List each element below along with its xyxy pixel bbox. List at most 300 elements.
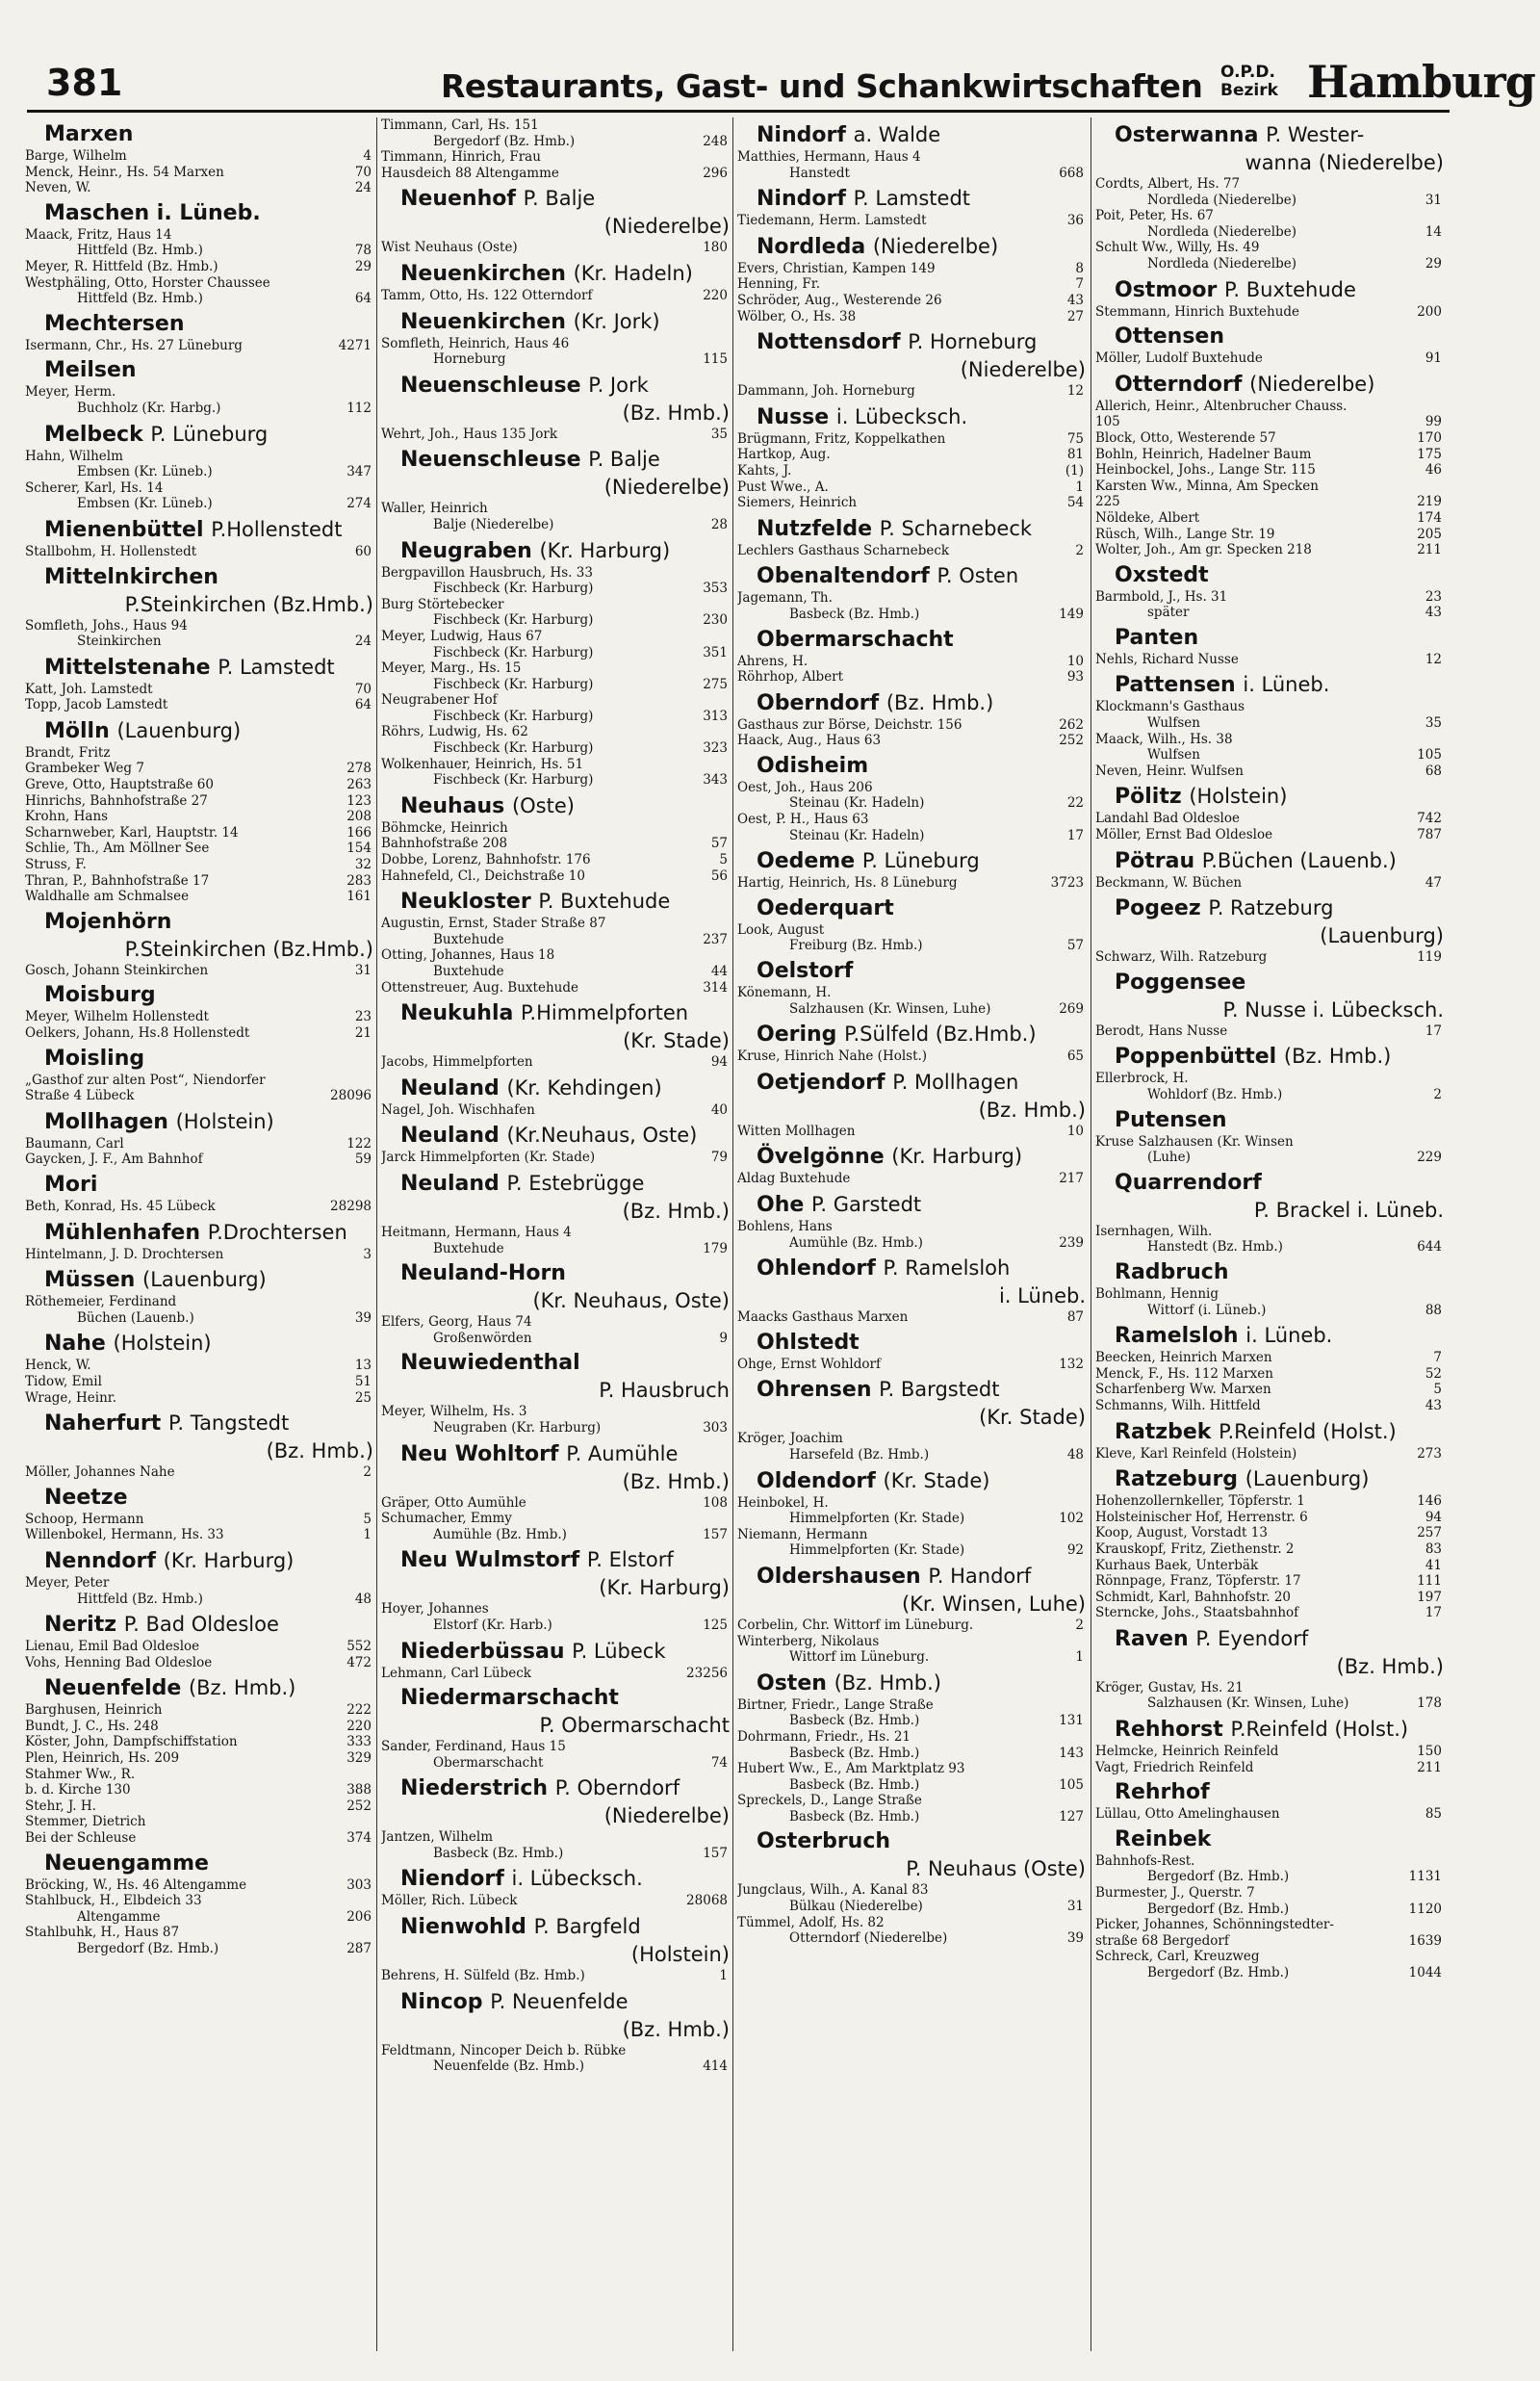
place-name: Oedeme	[757, 849, 856, 874]
entry-location: Bergedorf (Bz. Hmb.)	[433, 133, 576, 149]
entry-name: Jantzen, Wilhelm	[381, 1829, 494, 1846]
place-heading	[737, 689, 1086, 717]
directory-entry	[1095, 1446, 1444, 1462]
place-name: Nutzfelde	[757, 516, 873, 541]
entry-location: Wohldorf (Bz. Hmb.)	[1147, 1087, 1283, 1102]
phone-number: 54	[1066, 495, 1084, 511]
directory-entry	[381, 1054, 730, 1071]
place-heading	[381, 1170, 730, 1225]
entry-name: Westphäling, Otto, Horster Chaussee	[25, 274, 270, 291]
directory-entry	[1095, 256, 1444, 272]
directory-entry	[25, 1830, 373, 1847]
place-heading	[381, 1122, 730, 1150]
phone-number: 31	[1066, 1899, 1084, 1915]
directory-entry	[737, 1729, 1086, 1746]
entry-location: Fischbeck (Kr. Harburg)	[433, 708, 594, 724]
directory-entry	[25, 761, 373, 777]
directory-entry	[1095, 699, 1444, 715]
directory-entry	[25, 259, 373, 275]
entry-name: Niemann, Hermann	[737, 1526, 868, 1542]
phone-number: 123	[346, 792, 372, 809]
entry-name: „Gasthof zur alten Post“, Niendorfer	[25, 1072, 266, 1088]
phone-number: 161	[346, 889, 372, 905]
phone-number: 14	[1424, 223, 1442, 240]
post-office-line2: (Kr. Harburg)	[599, 1576, 730, 1600]
directory-entry	[737, 261, 1086, 277]
directory-entry	[25, 634, 373, 650]
phone-number: 217	[1059, 1171, 1084, 1187]
directory-entry	[25, 1782, 373, 1799]
post-office-line2: (Bz. Hmb.)	[622, 1199, 730, 1223]
entry-location: Obermarschacht	[433, 1754, 544, 1771]
place-name: Nienwohld	[400, 1915, 526, 1940]
phone-number: 127	[1059, 1808, 1084, 1825]
place-heading	[25, 982, 373, 1009]
directory-entry	[1095, 1087, 1444, 1103]
entry-name: Wölber, O., Hs. 38	[737, 308, 857, 324]
directory-entry	[381, 1739, 730, 1755]
place-name: Nottensdorf	[757, 330, 901, 355]
post-office: (Holstein)	[113, 1332, 212, 1356]
place-heading	[737, 328, 1086, 383]
entry-name: Hintelmann, J. D. Drochtersen	[25, 1246, 224, 1262]
entry-name: Kahts, J.	[737, 462, 792, 479]
phone-number: 64	[354, 291, 372, 307]
place-name: Mittelstenahe	[44, 655, 211, 680]
entry-name: Rönnpage, Franz, Töpferstr. 17	[1095, 1573, 1301, 1590]
phone-number: 112	[346, 400, 372, 416]
phone-number: 208	[346, 809, 372, 825]
post-office: (Lauenburg)	[1245, 1467, 1370, 1491]
entry-name: Klockmann's Gasthaus	[1095, 699, 1245, 715]
post-office: P. Garstedt	[810, 1193, 922, 1216]
directory-entry	[25, 1719, 373, 1735]
post-office: P.Büchen (Lauenb.)	[1201, 848, 1397, 872]
entry-name: Barge, Wilhelm	[25, 148, 127, 164]
place-heading	[25, 516, 373, 544]
entry-name: Röthemeier, Ferdinand	[25, 1294, 177, 1310]
entry-name: Cordts, Albert, Hs. 77	[1095, 176, 1241, 192]
phone-number: 347	[346, 464, 372, 480]
entry-name: Pust Wwe., A.	[737, 479, 829, 495]
place-name: Melbeck	[44, 422, 143, 447]
place-name: Meilsen	[44, 358, 137, 383]
entry-name: Stahlbuhk, H., Haus 87	[25, 1925, 180, 1941]
post-office: P. Lamstedt	[218, 655, 335, 679]
entry-location: Salzhausen (Kr. Winsen, Luhe)	[1147, 1695, 1349, 1712]
phone-number: 28298	[330, 1198, 372, 1214]
entry-name: Kröger, Joachim	[737, 1431, 843, 1447]
place-heading	[1095, 625, 1444, 652]
place-name: Mühlenhafen	[44, 1220, 201, 1245]
directory-entry	[737, 1495, 1086, 1512]
entry-location: Großenwörden	[433, 1330, 532, 1346]
entry-name: Schmanns, Wilh. Hittfeld	[1095, 1397, 1261, 1413]
phone-number: 47	[1424, 874, 1442, 891]
entry-name: Maacks Gasthaus Marxen	[737, 1309, 909, 1326]
directory-entry	[381, 868, 730, 885]
directory-entry	[25, 1009, 373, 1025]
entry-name: Stallbohm, H. Hollenstedt	[25, 543, 197, 559]
directory-entry	[1095, 1366, 1444, 1383]
directory-entry	[1095, 1933, 1444, 1950]
place-name: Mienenbüttel	[44, 517, 204, 542]
entry-name: Ahrens, H.	[737, 653, 808, 669]
entry-name: Look, August	[737, 921, 825, 938]
directory-entry	[25, 963, 373, 979]
directory-entry	[1095, 1902, 1444, 1918]
directory-entry	[381, 1102, 730, 1119]
place-heading	[737, 627, 1086, 654]
entry-name: Hartkop, Aug.	[737, 447, 831, 463]
phone-number: 88	[1424, 1302, 1442, 1318]
phone-number: 35	[1424, 715, 1442, 732]
place-name: Oberndorf	[757, 690, 880, 715]
directory-entry	[737, 1431, 1086, 1447]
directory-entry	[1095, 430, 1444, 447]
directory-entry	[737, 1527, 1086, 1543]
entry-name: Kruse Salzhausen (Kr. Winsen	[1095, 1133, 1294, 1150]
entry-name: Corbelin, Chr. Wittorf im Lüneburg.	[737, 1617, 974, 1633]
directory-entry	[25, 401, 373, 417]
directory-entry	[737, 1447, 1086, 1463]
phone-number: 220	[703, 287, 728, 303]
place-heading	[25, 654, 373, 682]
phone-number: 343	[703, 772, 728, 789]
entry-name: Dohrmann, Friedr., Hs. 21	[737, 1728, 911, 1745]
phone-number: 742	[1417, 811, 1442, 827]
place-heading	[25, 1219, 373, 1247]
directory-entry	[737, 654, 1086, 670]
entry-name: Brügmann, Fritz, Koppelkathen	[737, 430, 946, 447]
directory-entry	[737, 543, 1086, 559]
entry-location: Basbeck (Bz. Hmb.)	[789, 1713, 920, 1729]
directory-entry	[381, 336, 730, 352]
entry-name: Gaycken, J. F., Am Bahnhof	[25, 1152, 203, 1168]
post-office-line2: (Kr. Winsen, Luhe)	[901, 1592, 1086, 1616]
entry-name: Isermann, Chr., Hs. 27 Lüneburg	[25, 337, 243, 353]
directory-entry	[1095, 1239, 1444, 1255]
phone-number: 75	[1066, 430, 1084, 447]
phone-number: 23	[1424, 588, 1442, 605]
directory-entry	[381, 947, 730, 964]
directory-entry	[737, 463, 1086, 479]
entry-name: Behrens, H. Sülfeld (Bz. Hmb.)	[381, 1968, 585, 1984]
place-name: Reinbek	[1115, 1826, 1212, 1851]
entry-name: Köster, John, Dampfschiffstation	[25, 1734, 238, 1750]
entry-name: Greve, Otto, Hauptstraße 60	[25, 777, 214, 793]
directory-entry	[737, 431, 1086, 448]
phone-number: 296	[703, 165, 728, 181]
phone-number: (1)	[1065, 462, 1084, 479]
entry-name: Wist Neuhaus (Oste)	[381, 240, 518, 256]
entry-name: Wolkenhauer, Heinrich, Hs. 51	[381, 756, 584, 772]
entry-name: Röhrhop, Albert	[737, 669, 844, 686]
phone-number: 31	[354, 962, 372, 978]
entry-location: Fischbeck (Kr. Harburg)	[433, 676, 594, 692]
directory-entry	[25, 809, 373, 825]
entry-name: Bröcking, W., Hs. 46 Altengamme	[25, 1876, 247, 1893]
phone-number: 314	[703, 979, 728, 996]
entry-name: Sander, Ferdinand, Haus 15	[381, 1739, 566, 1755]
directory-entry	[25, 1702, 373, 1719]
phone-number: 56	[710, 867, 728, 884]
directory-entry	[25, 857, 373, 873]
entry-name: Wolter, Joh., Am gr. Specken 218	[1095, 542, 1312, 558]
phone-number: 43	[1066, 292, 1084, 308]
place-heading	[381, 1865, 730, 1893]
entry-name: Menck, F., Hs. 112 Marxen	[1095, 1365, 1273, 1382]
entry-location: Altengamme	[77, 1908, 161, 1925]
entry-name: Bahnhofstraße 208	[381, 836, 508, 852]
place-name: Neukloster	[400, 890, 531, 915]
directory-entry	[25, 275, 373, 292]
directory-entry	[381, 2058, 730, 2075]
place-name: Oxstedt	[1115, 562, 1209, 587]
entry-name: Meyer, Herm.	[25, 384, 116, 401]
directory-entry	[25, 1814, 373, 1830]
post-office: P. Ramelsloh	[883, 1256, 1011, 1281]
entry-name: Stahmer Ww., R.	[25, 1766, 136, 1782]
directory-entry	[737, 1930, 1086, 1947]
entry-name: Hartig, Heinrich, Hs. 8 Lüneburg	[737, 875, 958, 892]
place-heading	[381, 1638, 730, 1666]
phone-number: 122	[346, 1135, 372, 1152]
entry-name: Landahl Bad Oldesloe	[1095, 811, 1240, 827]
directory-entry	[737, 1048, 1086, 1065]
directory-entry	[25, 1575, 373, 1592]
phone-number: 222	[346, 1702, 372, 1719]
post-office-line2: wanna (Niederelbe)	[1245, 151, 1444, 174]
post-office: P. Oberndorf	[554, 1776, 680, 1800]
entry-name: Tümmel, Adolf, Hs. 82	[737, 1914, 885, 1930]
place-name: Putensen	[1115, 1107, 1227, 1132]
phone-number: 65	[1066, 1048, 1084, 1065]
place-name: Osterwanna	[1115, 123, 1259, 147]
directory-entry	[737, 1235, 1086, 1252]
place-name: Marxen	[44, 122, 134, 146]
entry-name: Bahnhofs-Rest.	[1095, 1852, 1195, 1869]
phone-number: 1131	[1408, 1869, 1442, 1885]
directory-entry	[737, 1634, 1086, 1650]
entry-location: Bergedorf (Bz. Hmb.)	[1147, 1965, 1290, 1980]
entry-name: Röhrs, Ludwig, Hs. 62	[381, 724, 528, 740]
directory-entry	[1095, 542, 1444, 558]
directory-entry	[737, 1915, 1086, 1931]
phone-number: 2	[1433, 1087, 1442, 1102]
post-office: P. Bargstedt	[879, 1378, 1000, 1402]
entry-location: Elstorf (Kr. Harb.)	[433, 1617, 552, 1633]
directory-entry	[737, 1649, 1086, 1666]
directory-entry	[1095, 1510, 1444, 1526]
place-heading	[381, 1546, 730, 1601]
place-heading	[25, 1611, 373, 1639]
place-heading	[737, 1467, 1086, 1495]
entry-name: Ottenstreuer, Aug. Buxtehude	[381, 979, 578, 996]
place-heading	[381, 999, 730, 1054]
entry-location: Fischbeck (Kr. Harburg)	[433, 612, 594, 629]
place-heading	[381, 308, 730, 336]
phone-number: 287	[346, 1941, 372, 1956]
post-office: P.Himmelpforten	[521, 1001, 689, 1025]
directory-entry	[1095, 1398, 1444, 1414]
directory-entry	[25, 180, 373, 196]
phone-number: 2	[1075, 542, 1084, 558]
directory-entry	[381, 709, 730, 725]
place-heading	[381, 185, 730, 240]
place-name: Niederstrich	[400, 1776, 549, 1801]
place-name: Otterndorf	[1115, 372, 1243, 397]
directory-entry	[381, 149, 730, 166]
directory-entry	[381, 1846, 730, 1862]
directory-entry	[381, 740, 730, 757]
place-name: Naherfurt	[44, 1411, 162, 1436]
phone-number: 205	[1417, 526, 1442, 542]
directory-entry	[737, 1309, 1086, 1326]
phone-number: 70	[354, 681, 372, 697]
directory-entry	[1095, 589, 1444, 606]
phone-number: 29	[354, 258, 372, 274]
phone-number: 644	[1417, 1239, 1442, 1255]
entry-name: Schreck, Carl, Kreuzweg	[1095, 1949, 1260, 1965]
post-office: P. Handorf	[928, 1564, 1032, 1588]
phone-number: 28	[710, 516, 728, 532]
entry-name: Burmester, J., Querstr. 7	[1095, 1885, 1255, 1902]
post-office: (Bz. Hmb.)	[188, 1676, 296, 1700]
directory-entry	[25, 1152, 373, 1168]
entry-name: Ohge, Ernst Wohldorf	[737, 1356, 881, 1372]
entry-name: Möller, Ernst Bad Oldesloe	[1095, 827, 1273, 843]
directory-entry	[1095, 208, 1444, 224]
phone-number: 81	[1066, 447, 1084, 463]
entry-name: Witten Mollhagen	[737, 1123, 856, 1139]
directory-entry	[737, 213, 1086, 229]
directory-entry	[25, 1734, 373, 1750]
place-heading	[25, 564, 373, 618]
entry-location: Hittfeld (Bz. Hmb.)	[77, 291, 203, 307]
place-heading	[1095, 783, 1444, 811]
phone-number: 21	[354, 1025, 372, 1041]
phone-number: 303	[703, 1419, 728, 1436]
phone-number: 239	[1059, 1234, 1084, 1251]
directory-entry	[737, 1809, 1086, 1825]
phone-number: 17	[1424, 1022, 1442, 1039]
directory-entry	[381, 565, 730, 582]
entry-name: Tidow, Emil	[25, 1373, 102, 1389]
phone-number: 111	[1417, 1573, 1442, 1590]
post-office: (Bz. Hmb.)	[886, 690, 994, 714]
entry-name: Picker, Johannes, Schönningstedter-	[1095, 1917, 1334, 1933]
directory-entry	[381, 677, 730, 693]
entry-name: Lüllau, Otto Amelinghausen	[1095, 1806, 1280, 1823]
phone-number: 414	[703, 2058, 728, 2075]
entry-name: 225	[1095, 494, 1120, 510]
place-name: Mori	[44, 1172, 98, 1197]
directory-entry	[25, 1358, 373, 1374]
place-name: Neukuhla	[400, 1001, 514, 1026]
directory-entry	[25, 873, 373, 890]
entry-name: Meyer, Marg., Hs. 15	[381, 660, 522, 677]
entry-name: Beecken, Heinrich Marxen	[1095, 1350, 1272, 1366]
post-office: (Lauenburg)	[116, 718, 242, 742]
place-heading	[381, 372, 730, 427]
column-rule	[732, 117, 733, 2351]
place-heading	[737, 1191, 1086, 1219]
entry-location: Wulfsen	[1147, 715, 1200, 732]
entry-name: Rüsch, Wilh., Lange Str. 19	[1095, 526, 1275, 542]
directory-entry	[25, 777, 373, 793]
entry-name: Dobbe, Lorenz, Bahnhofstr. 176	[381, 852, 591, 868]
directory-entry	[1095, 193, 1444, 209]
post-office-line2: P. Obermarschacht	[539, 1714, 730, 1738]
post-office: (Kr.Neuhaus, Oste)	[506, 1124, 698, 1148]
entry-location: Bülkau (Niederelbe)	[789, 1899, 923, 1915]
entry-name: Ellerbrock, H.	[1095, 1071, 1189, 1087]
directory-entry	[1095, 1558, 1444, 1574]
place-heading	[25, 1410, 373, 1464]
place-heading	[1095, 894, 1444, 949]
phone-number: 102	[1059, 1511, 1084, 1527]
entry-name: straße 68 Bergedorf	[1095, 1932, 1229, 1949]
phone-number: 8	[1075, 260, 1084, 276]
directory-entry	[1095, 732, 1444, 748]
entry-name: Stemmann, Hinrich Buxtehude	[1095, 303, 1300, 320]
directory-entry	[1095, 1382, 1444, 1398]
directory-entry	[381, 517, 730, 533]
directory-entry	[1095, 510, 1444, 527]
entry-name: Nehls, Richard Nusse	[1095, 651, 1239, 667]
entry-name: Lienau, Emil Bad Oldesloe	[25, 1639, 200, 1655]
directory-entry	[1095, 715, 1444, 732]
directory-entry	[25, 243, 373, 259]
directory-entry	[1095, 1134, 1444, 1151]
directory-entry	[381, 1618, 730, 1634]
post-office-line2: (Niederelbe)	[603, 476, 730, 500]
phone-number: 2	[1075, 1617, 1084, 1633]
phone-number: 41	[1424, 1557, 1442, 1573]
directory-entry	[381, 757, 730, 773]
phone-number: 257	[1417, 1525, 1442, 1541]
place-name: Panten	[1115, 625, 1199, 650]
phone-number: 351	[703, 644, 728, 660]
entry-location: Basbeck (Bz. Hmb.)	[789, 1776, 920, 1793]
place-heading	[381, 1260, 730, 1314]
place-heading	[25, 357, 373, 384]
phone-number: 28068	[686, 1893, 728, 1909]
place-heading	[1095, 371, 1444, 399]
phone-number: 85	[1424, 1806, 1442, 1823]
place-name: Nincop	[400, 1989, 483, 2014]
place-heading	[737, 1069, 1086, 1124]
entry-location: Fischbeck (Kr. Harburg)	[433, 740, 594, 757]
column-rule	[376, 117, 377, 2351]
place-heading	[737, 1021, 1086, 1048]
post-office-line2: (Bz. Hmb.)	[1336, 1654, 1444, 1678]
place-heading	[25, 200, 373, 227]
entry-name: Thran, P., Bahnhofstraße 17	[25, 872, 210, 889]
phone-number: 283	[346, 872, 372, 889]
entry-name: Schlie, Th., Am Möllner See	[25, 841, 210, 857]
phone-number: 59	[354, 1152, 372, 1168]
entry-name: Aldag Buxtehude	[737, 1171, 851, 1187]
place-name: Osten	[757, 1670, 827, 1695]
phone-number: 178	[1417, 1695, 1442, 1712]
place-heading	[1095, 1826, 1444, 1853]
phone-number: 40	[710, 1101, 728, 1118]
directory-entry	[25, 449, 373, 465]
directory-entry	[1095, 1541, 1444, 1558]
directory-entry	[25, 1073, 373, 1089]
